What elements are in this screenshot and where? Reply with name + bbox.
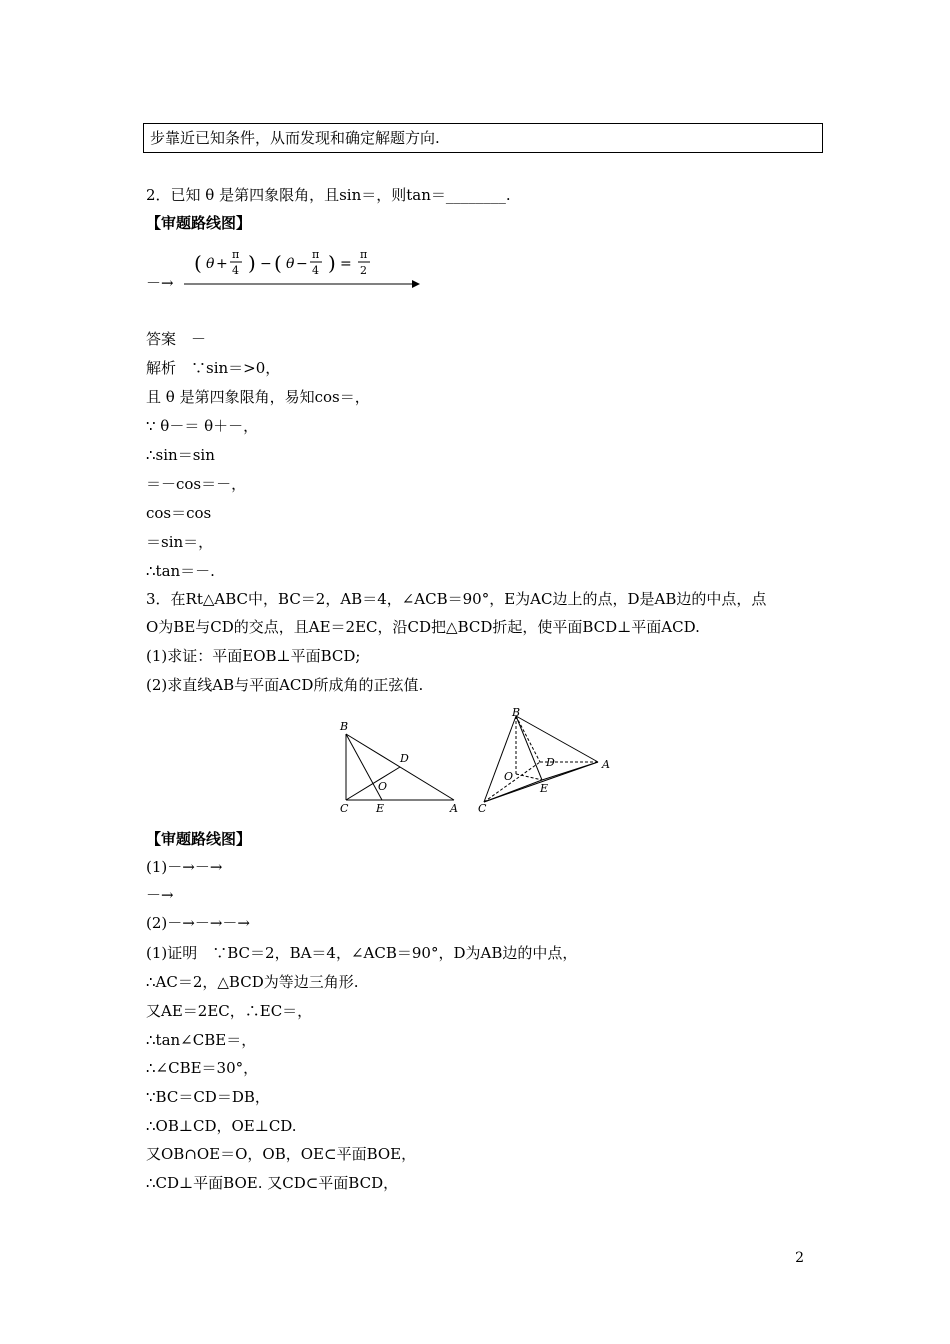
q3-stem-1: 3．在Rt△ABC中，BC＝2，AB＝4，∠ACB＝90°，E为AC边上的点，D是AB边的中点，点 bbox=[146, 590, 767, 608]
q3-stem-2: O为BE与CD的交点，且AE＝2EC，沿CD把△BCD折起，使平面BCD⊥平面ACD. bbox=[146, 618, 700, 636]
q2-line-8: ∴tan＝－. bbox=[146, 562, 215, 580]
label-o2: O bbox=[504, 770, 514, 783]
q2-line-7: ＝sin＝， bbox=[146, 533, 214, 551]
label-a: A bbox=[450, 802, 458, 815]
note-box-text: 步靠近已知条件，从而发现和确定解题方向. bbox=[150, 129, 440, 147]
svg-text:4: 4 bbox=[312, 264, 319, 277]
q2-route-title: 【审题路线图】 bbox=[146, 214, 252, 232]
label-b: B bbox=[340, 720, 349, 733]
label-e2: E bbox=[540, 782, 549, 795]
svg-text:): ) bbox=[328, 251, 336, 275]
svg-text:π: π bbox=[360, 248, 368, 261]
q3-proof-2: ∴AC＝2，△BCD为等边三角形. bbox=[146, 973, 359, 991]
triangle-figure bbox=[336, 716, 466, 816]
label-a2: A bbox=[602, 758, 610, 771]
q2-line-2: 且 θ 是第四象限角，易知cos＝， bbox=[146, 388, 370, 406]
svg-text:2: 2 bbox=[360, 264, 367, 277]
q2-line-3: ∵ θ－＝ θ＋－， bbox=[146, 417, 259, 435]
q3-route-line-3: (2)－→－→－→ bbox=[146, 914, 250, 932]
q2-line-5: ＝－cos＝－， bbox=[146, 475, 247, 493]
svg-text:): ) bbox=[248, 251, 256, 275]
q3-route-line-2: －→ bbox=[146, 886, 174, 904]
label-o: O bbox=[378, 780, 388, 793]
q3-proof-5: ∴∠CBE＝30°， bbox=[146, 1059, 259, 1077]
label-b2: B bbox=[512, 706, 521, 719]
q3-proof-3: 又AE＝2EC，∴EC＝， bbox=[146, 1002, 313, 1020]
label-c: C bbox=[340, 802, 349, 815]
q3-part-2: (2)求直线AB与平面ACD所成角的正弦值. bbox=[146, 676, 424, 694]
svg-text:(: ( bbox=[274, 251, 282, 275]
q3-route-title: 【审题路线图】 bbox=[146, 830, 252, 848]
svg-text:θ: θ bbox=[286, 256, 295, 272]
q3-proof-7: ∴OB⊥CD，OE⊥CD. bbox=[146, 1117, 297, 1135]
q3-proof-1: (1)证明 ∵BC＝2，BA＝4，∠ACB＝90°，D为AB边的中点， bbox=[146, 944, 578, 962]
q3-proof-4: ∴tan∠CBE＝， bbox=[146, 1031, 257, 1049]
svg-text:−: − bbox=[260, 256, 272, 272]
note-box bbox=[143, 123, 823, 153]
tetrahedron-figure bbox=[474, 704, 620, 816]
q3-route-line-1: (1)－→－→ bbox=[146, 858, 223, 876]
q3-part-1: (1)求证：平面EOB⊥平面BCD; bbox=[146, 647, 361, 665]
svg-text:(: ( bbox=[194, 251, 202, 275]
q2-line-6: cos＝cos bbox=[146, 504, 212, 522]
svg-text:=: = bbox=[340, 256, 352, 272]
label-c2: C bbox=[478, 802, 487, 815]
q3-proof-8: 又OB∩OE＝O，OB，OE⊂平面BOE， bbox=[146, 1145, 417, 1163]
q2-route-diagram bbox=[146, 246, 426, 292]
q2-answer: 答案 － bbox=[146, 330, 207, 348]
svg-text:−: − bbox=[296, 256, 308, 272]
label-e: E bbox=[376, 802, 385, 815]
q3-proof-6: ∵BC＝CD＝DB， bbox=[146, 1088, 270, 1106]
svg-text:π: π bbox=[312, 248, 320, 261]
label-d: D bbox=[400, 752, 409, 765]
svg-text:+: + bbox=[216, 256, 228, 272]
q2-line-4: ∴sin＝sin bbox=[146, 446, 215, 464]
q2-stem: 2．已知 θ 是第四象限角，且sin＝，则tan＝________. bbox=[146, 186, 511, 204]
page-number: 2 bbox=[795, 1250, 804, 1266]
label-d2: D bbox=[546, 756, 555, 769]
svg-text:π: π bbox=[232, 248, 240, 261]
svg-text:4: 4 bbox=[232, 264, 239, 277]
q2-line-1: 解析 ∵sin＝>0， bbox=[146, 359, 281, 377]
route-arrow-icon bbox=[146, 246, 426, 292]
q2-route-prefix: －→ bbox=[146, 274, 174, 292]
svg-text:θ: θ bbox=[206, 256, 215, 272]
q3-proof-9: ∴CD⊥平面BOE. 又CD⊂平面BCD， bbox=[146, 1174, 399, 1192]
